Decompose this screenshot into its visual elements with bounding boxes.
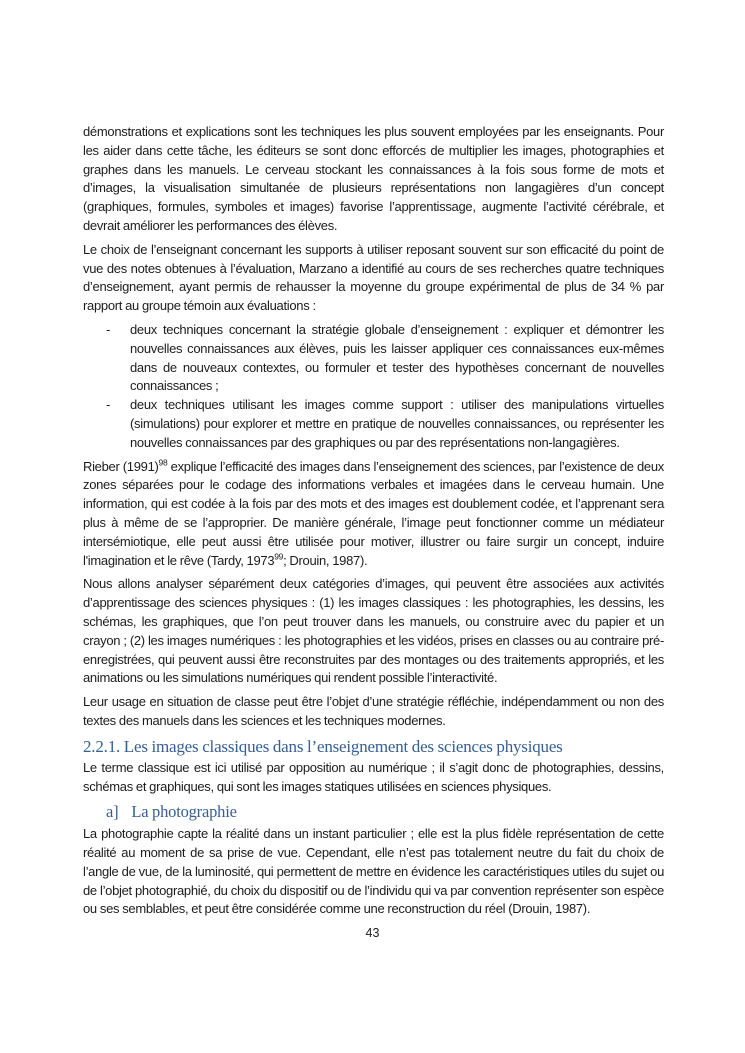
subsection-title: La photographie	[131, 802, 237, 822]
list-dash-marker: -	[106, 397, 111, 413]
page-number: 43	[365, 926, 380, 940]
footnote-reference: 98	[158, 457, 168, 468]
list-item	[83, 396, 664, 452]
list-item-text: deux techniques concernant la stratégie globale d’enseignement : expliquer et démontrer les nouvelles connaissances aux élèves, puis les laisser appliquer ces connaissances eux-mêmes dans de nouveaux contextes, ou formuler et tester des hypothèses concernant de nouvelles connaissances ;	[130, 321, 664, 394]
paragraph: La photographie capte la réalité dans un instant particulier ; elle est la plus fidèle représentation de cette réalité au moment de sa prise de vue. Cependant, elle n’est pas totalement neutre du fait du choix de l’angle de vue, de la luminosité, qui permettent de mettre en évidence les caractéristiques utiles du sujet ou de l’objet photographié, du choix du dispositif ou de l’individu qui va par convention représenter son espèce ou ses semblables, et peut être considérée comme une reconstruction du réel (Drouin, 1987).	[83, 826, 664, 917]
dash-list	[83, 321, 664, 453]
section-heading: 2.2.1. Les images classiques dans l’enseignement des sciences physiques	[83, 736, 563, 756]
paragraph: Leur usage en situation de classe peut être l’objet d’une stratégie réfléchie, indépendamment ou non des textes des manuels dans les sciences et les techniques modernes.	[83, 694, 664, 728]
paragraph: démonstrations et explications sont les techniques les plus souvent employées par les enseignants. Pour les aider dans cette tâche, les éditeurs se sont donc efforcés de multiplier les images, photographies et graphes dans les manuels. Le cerveau stockant les connaissances à la fois sous forme de mots et d’images, la visualisation simultanée de plusieurs représentations non langagières d’un concept (graphiques, formules, symboles et images) favorise l’apprentissage, augmente l’activité cérébrale, et devrait améliorer les performances des élèves.	[83, 124, 664, 233]
text-column	[83, 123, 664, 924]
paragraph-text: Rieber (1991)	[83, 458, 159, 474]
paragraph: Le choix de l’enseignant concernant les supports à utiliser reposant souvent sur son efficacité du point de vue des notes obtenues à l’évaluation, Marzano a identifié au cours de ses recherches quatre techniques d’enseignement, ayant permis de rehausser la moyenne du groupe expérimental de plus de 34 % par rapport au groupe témoin aux évaluations :	[83, 241, 664, 314]
subsection-heading	[83, 802, 664, 822]
list-item-text: deux techniques utilisant les images comme support : utiliser des manipulations virtuelles (simulations) pour explorer et mettre en pratique de nouvelles connaissances, ou représenter les nouvelles connaissances par des graphiques ou par des représentations non-langagières.	[130, 397, 664, 450]
list-dash-marker: -	[106, 321, 111, 337]
footnote-reference: 99	[274, 551, 284, 562]
paragraph-text: explique l’efficacité des images dans l’enseignement des sciences, par l’existence de deux zones séparées pour le codage des informations verbales et imagées dans le cerveau humain. Une information, qui est codée à la fois par des mots et des images est doublement codée, et l’apprenant sera plus à même de se l’approprier. De manière générale, l’image peut fonctionner comme un médiateur intersémiotique, elle peut aussi être utilisée pour motiver, illustrer ou faire surgir un concept, induire l'imagination et le rêve (Tardy, 1973	[83, 458, 664, 568]
list-item	[83, 321, 664, 396]
paragraph: Le terme classique est ici utilisé par opposition au numérique ; il s’agit donc de photographies, dessins, schémas et graphiques, qui sont les images statiques utilisées en sciences physiques.	[83, 759, 664, 794]
subsection-marker: a]	[106, 802, 119, 822]
paragraph: Nous allons analyser séparément deux catégories d’images, qui peuvent être associées aux activités d’apprentissage des sciences physiques : (1) les images classiques : les photographies, les dessins, les schémas, les graphiques, que l’on peut trouver dans les manuels, ou construire avec du papier et un crayon ; (2) les images numériques : les photographies et les vidéos, prises en classes ou au contraire pré-enregistrées, qui peuvent aussi être reconstruites par des montages ou des traitements appropriés, et les animations ou les simulations numériques qui rendent possible l’interactivité.	[83, 576, 664, 686]
paragraph	[83, 458, 664, 571]
paragraph-text: ; Drouin, 1987).	[283, 552, 368, 568]
